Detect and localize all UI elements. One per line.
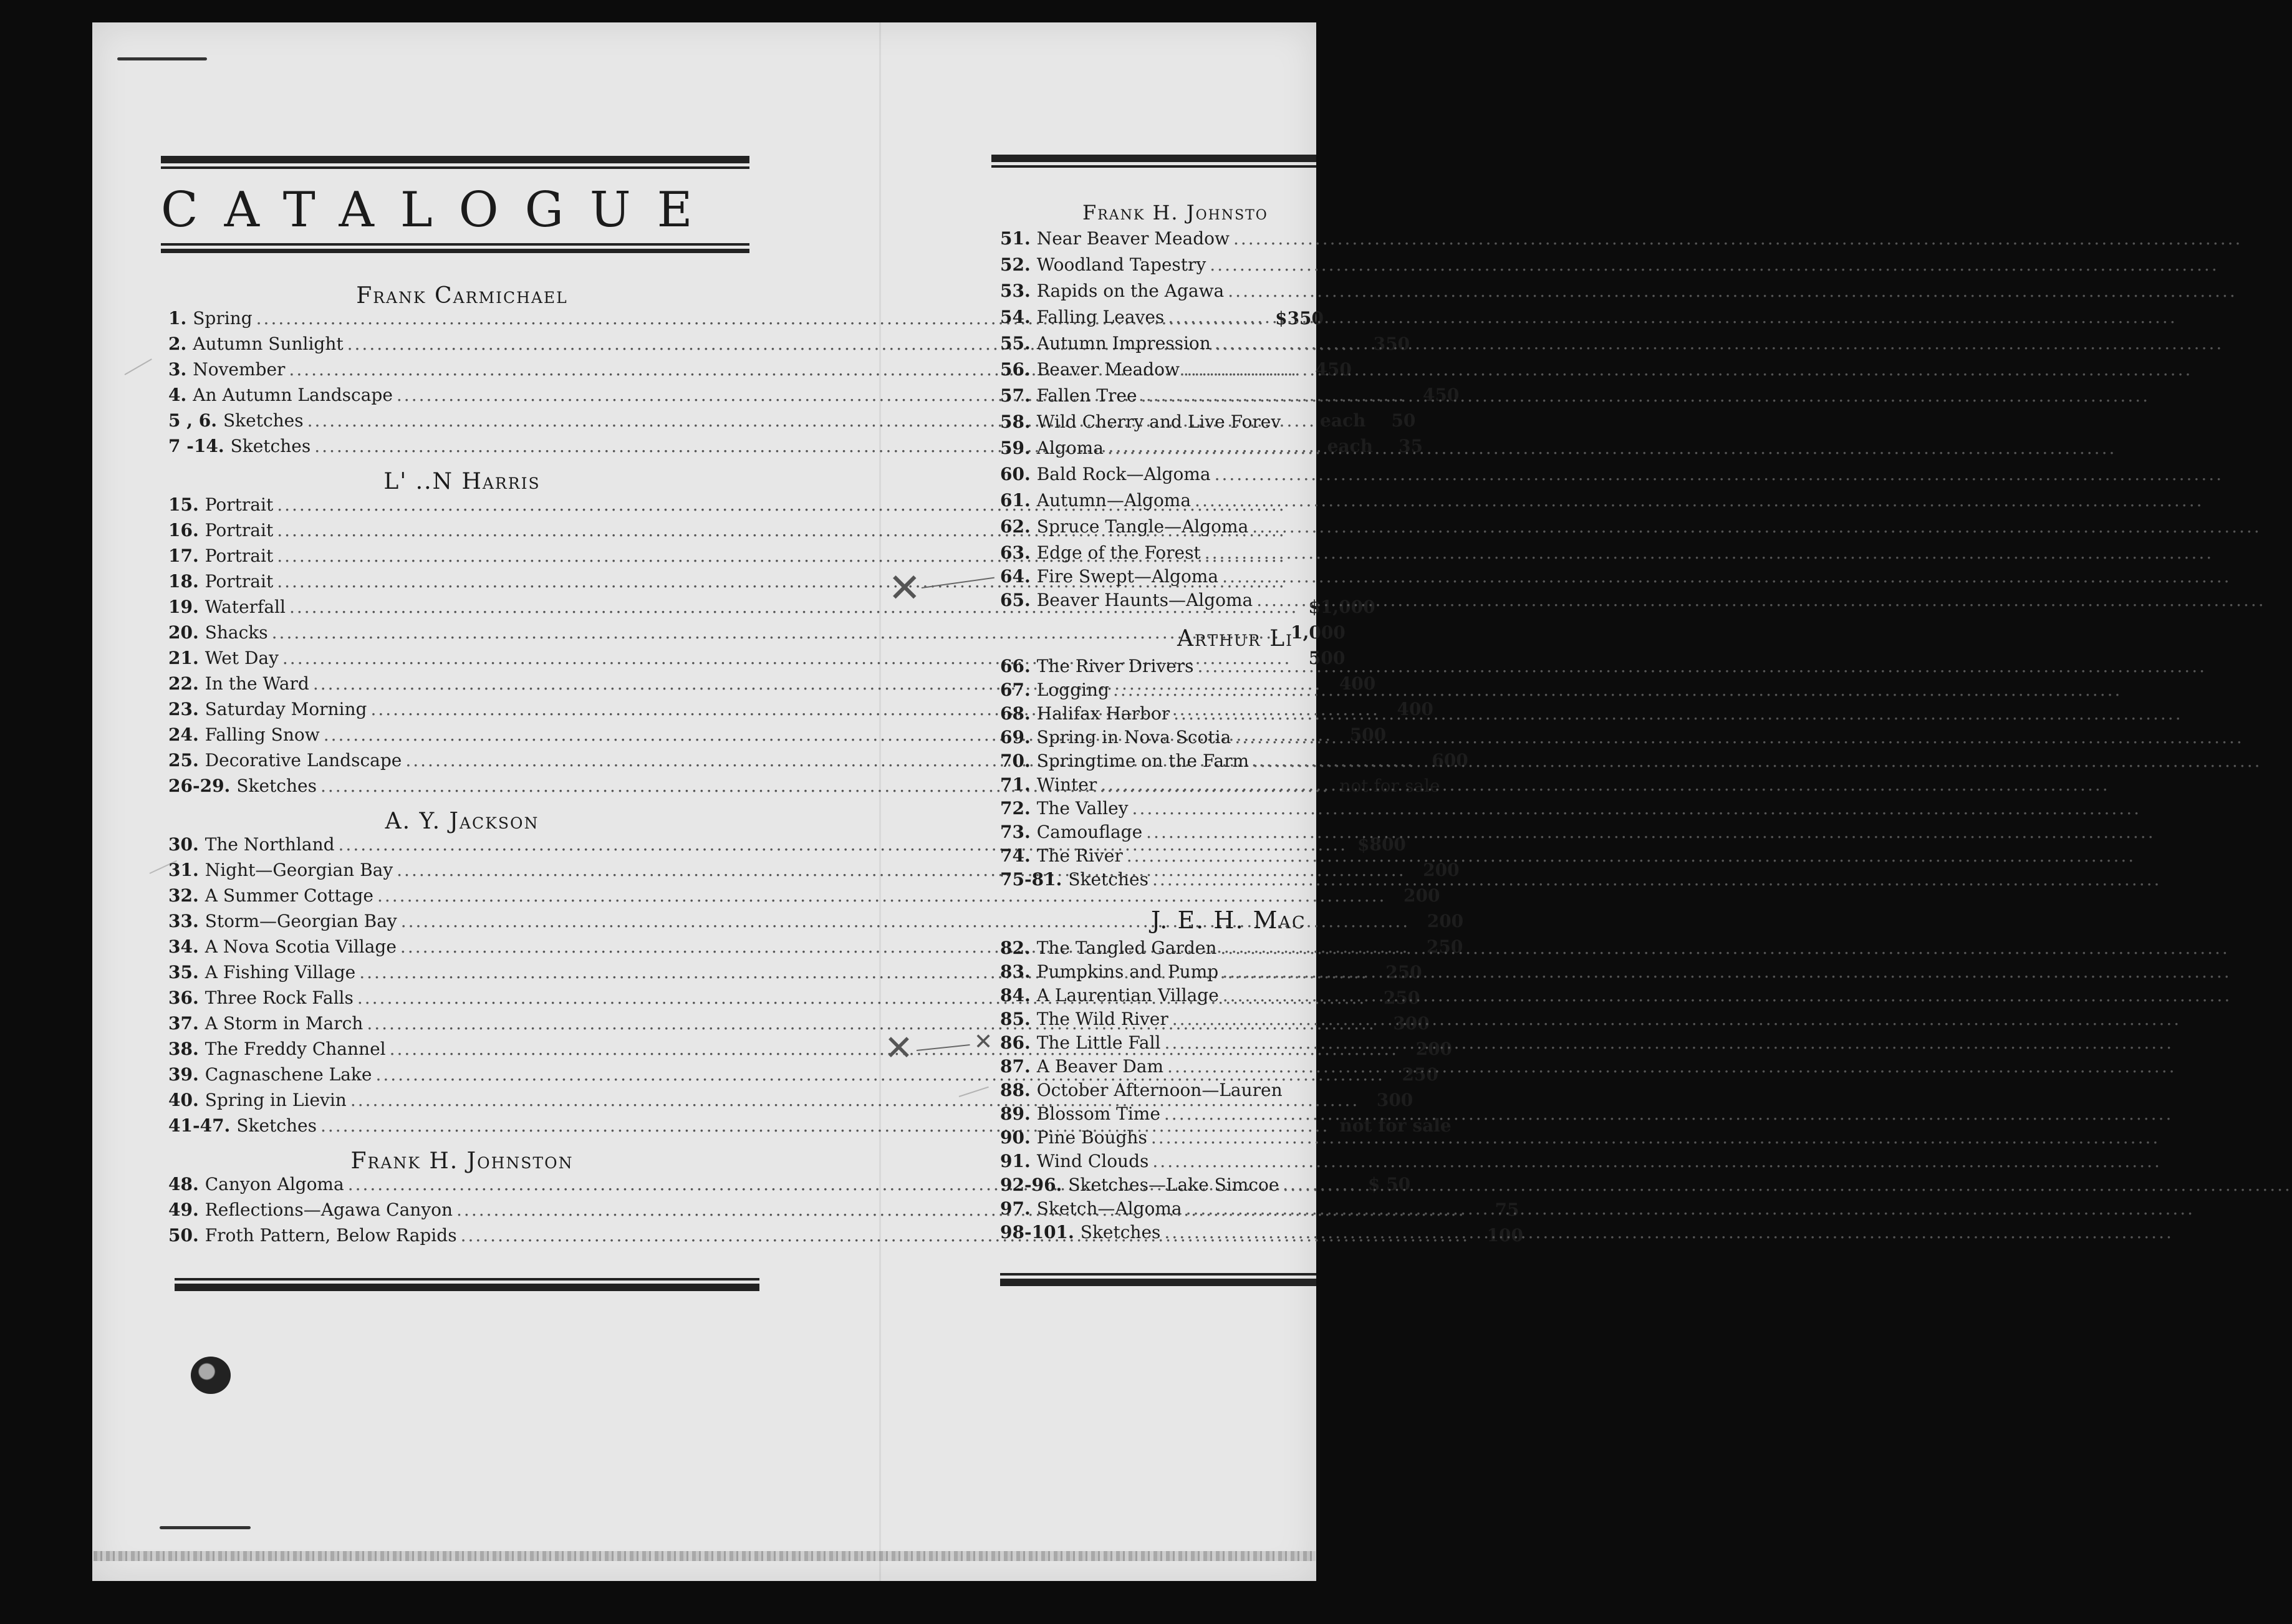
catalogue-entry: [1000, 566, 1324, 591]
entry-number: 16.: [168, 520, 199, 541]
entry-number: 55.: [1000, 333, 1031, 353]
entry-number: 3.: [168, 359, 187, 380]
pencil-x-mark: ✕: [974, 1029, 993, 1055]
entry-title: Spring in Lievin: [205, 1090, 347, 1110]
catalogue-entry: [1000, 1103, 1324, 1128]
left-footer-rule: [175, 1278, 759, 1291]
entry-price: $800: [1357, 834, 1406, 855]
entry-title: The Little Fall: [1036, 1032, 1161, 1053]
entry-price: 250: [1385, 962, 1422, 983]
entry-title: A Storm in March: [205, 1013, 364, 1034]
catalogue-entry: [1000, 985, 1324, 1010]
entry-number: 4.: [168, 385, 187, 405]
entry-title: Shacks: [205, 622, 268, 643]
entry-number: 17.: [168, 545, 199, 566]
catalogue-entry: [1000, 411, 1324, 436]
right-footer-rule: [1000, 1273, 1316, 1286]
catalogue-entry: [1000, 751, 1324, 776]
entry-title: Night—Georgian Bay: [205, 860, 393, 880]
entry-price: not for sale: [1339, 776, 1440, 796]
catalogue-entry: [168, 494, 756, 519]
corner-mark-bottom: [160, 1526, 251, 1529]
entry-number: 49.: [168, 1199, 199, 1220]
entry-number: 19.: [168, 597, 199, 617]
artist-heading: Arthur Li: [1177, 626, 1293, 651]
catalogue-entry: [1000, 727, 1324, 752]
entry-title: Canyon Algoma: [205, 1174, 344, 1194]
entry-title: A Fishing Village: [205, 962, 356, 983]
entry-title: Spring: [193, 308, 253, 329]
entry-title: The River Drivers: [1036, 656, 1194, 676]
entry-price: $1,000: [1308, 597, 1375, 617]
entry-title: In the Ward: [205, 673, 309, 694]
catalogue-title: CATALOGUE: [161, 182, 719, 238]
entry-number: 35.: [168, 962, 199, 983]
entry-price: 400: [1339, 673, 1376, 694]
entry-title: Camouflage: [1036, 822, 1143, 842]
entry-title: Saturday Morning: [205, 699, 367, 719]
entry-number: 75-81.: [1000, 869, 1062, 890]
entry-number: 31.: [168, 860, 199, 880]
entry-price: 350: [1373, 334, 1410, 354]
catalogue-entry: [1000, 845, 1324, 870]
entry-title: October Afternoon—Lauren: [1036, 1080, 1283, 1100]
entry-title: A Summer Cottage: [205, 885, 373, 906]
entry-number: 86.: [1000, 1032, 1031, 1053]
entry-number: 61.: [1000, 490, 1031, 511]
entry-number: 59.: [1000, 438, 1031, 458]
catalogue-entry: [1000, 1032, 1324, 1057]
entry-number: 62.: [1000, 516, 1031, 537]
catalogue-entry: [1000, 228, 1324, 253]
page-bottom-edge: [94, 1551, 1316, 1561]
entry-number: 66.: [1000, 656, 1031, 676]
entry-number: 90.: [1000, 1127, 1031, 1148]
pencil-x-mark: ✕: [888, 565, 922, 612]
entry-title: The Valley: [1036, 798, 1129, 819]
entry-number: 53.: [1000, 281, 1031, 301]
entry-title: Wet Day: [205, 648, 279, 668]
entry-number: 57.: [1000, 385, 1031, 406]
entry-number: 63.: [1000, 542, 1031, 563]
artist-heading: Frank H. Johnsto: [1082, 201, 1268, 224]
catalogue-entry: [1000, 938, 1324, 963]
catalogue-entry: [1000, 1009, 1324, 1034]
entry-price: 250: [1402, 1064, 1438, 1085]
entry-title: Waterfall: [205, 597, 286, 617]
entry-note: each: [1320, 410, 1366, 431]
entry-title: Logging: [1036, 680, 1109, 700]
catalogue-entry: [1000, 359, 1324, 384]
artist-heading: A. Y. Jackson: [385, 809, 539, 834]
catalogue-entry: [1000, 656, 1324, 681]
catalogue-entry: [1000, 438, 1324, 463]
entry-price: 600: [1432, 750, 1468, 771]
entry-number: 74.: [1000, 845, 1031, 866]
entry-title: Portrait: [205, 520, 274, 541]
catalogue-entry: [168, 885, 1440, 910]
entry-title: Springtime on the Farm: [1036, 751, 1250, 771]
entry-title: Blossom Time: [1036, 1103, 1160, 1124]
entry-title: Spruce Tangle—Algoma: [1036, 516, 1249, 537]
catalogue-entry: [1000, 333, 1324, 358]
entry-title: The River: [1036, 845, 1123, 866]
entry-title: The Northland: [205, 834, 335, 855]
entry-price: 250: [1426, 936, 1463, 957]
entry-number: 32.: [168, 885, 199, 906]
corner-mark-top: [117, 57, 207, 60]
entry-title: Sketches: [236, 1115, 317, 1136]
entry-number: 23.: [168, 699, 199, 719]
catalogue-entry: [1000, 464, 1324, 489]
entry-price: 200: [1423, 860, 1460, 880]
entry-title: Froth Pattern, Below Rapids: [205, 1225, 457, 1246]
entry-number: 65.: [1000, 590, 1031, 610]
catalogue-entry: [1000, 307, 1324, 332]
entry-number: 69.: [1000, 727, 1031, 747]
entry-number: 2.: [168, 334, 187, 354]
entry-number: 38.: [168, 1039, 199, 1059]
entry-number: 7 -14.: [168, 436, 224, 456]
entry-title: Sketches: [1080, 1222, 1161, 1242]
catalogue-entry: [1000, 798, 1324, 823]
entry-title: Near Beaver Meadow: [1036, 228, 1230, 249]
pencil-x-mark: ✕: [884, 1028, 913, 1069]
entry-title: Pine Boughs: [1036, 1127, 1147, 1148]
entry-number: 15.: [168, 494, 199, 515]
entry-price: 1,000: [1291, 622, 1346, 643]
entry-number: 41-47.: [168, 1115, 231, 1136]
entry-price: 75: [1495, 1199, 1519, 1220]
catalogue-entry: [168, 520, 756, 545]
entry-title: Fire Swept—Algoma: [1036, 566, 1219, 587]
entry-price: 200: [1403, 885, 1440, 906]
entry-price: 50: [1391, 410, 1416, 431]
catalogue-entry: [168, 545, 756, 570]
artist-heading: Frank Carmichael: [356, 283, 568, 309]
entry-number: 71.: [1000, 774, 1031, 795]
entry-price: 35: [1399, 436, 1423, 456]
entry-title: The Wild River: [1036, 1009, 1168, 1029]
entry-title: Autumn Sunlight: [193, 334, 344, 354]
catalogue-entry: [1000, 680, 1324, 704]
entry-price: $350: [1275, 308, 1324, 329]
entry-note: each: [1327, 436, 1374, 456]
page-fold: [879, 22, 881, 1581]
catalogue-entry: [1000, 822, 1324, 847]
entry-number: 56.: [1000, 359, 1031, 380]
entry-price: $ 50: [1367, 1174, 1411, 1194]
entry-title: An Autumn Landscape: [193, 385, 393, 405]
catalogue-entry: [1000, 1080, 1324, 1105]
entry-price: 300: [1393, 1013, 1430, 1034]
entry-title: Storm—Georgian Bay: [205, 911, 397, 931]
entry-price: 500: [1349, 724, 1387, 745]
entry-title: Spring in Nova Scotia: [1036, 727, 1231, 747]
entry-number: 64.: [1000, 566, 1031, 587]
entry-title: Rapids on the Agawa: [1036, 281, 1225, 301]
entry-title: Sketches: [1068, 869, 1148, 890]
entry-number: 89.: [1000, 1103, 1031, 1124]
entry-number: 70.: [1000, 751, 1031, 771]
entry-number: 40.: [168, 1090, 199, 1110]
catalogue-entry: [1000, 385, 1324, 410]
entry-price: 500: [1308, 648, 1346, 668]
entry-number: 22.: [168, 673, 199, 694]
entry-title: Wild Cherry and Live Forev: [1036, 411, 1281, 432]
entry-number: 30.: [168, 834, 199, 855]
entry-number: 87.: [1000, 1056, 1031, 1077]
entry-title: Sketches—Lake Simcoe: [1068, 1175, 1279, 1195]
catalogue-entry: [1000, 1056, 1324, 1081]
entry-title: The Freddy Channel: [205, 1039, 386, 1059]
entry-number: 36.: [168, 987, 199, 1008]
entry-number: 88.: [1000, 1080, 1031, 1100]
catalogue-entry: [1000, 869, 1324, 894]
entry-number: 33.: [168, 911, 199, 931]
catalogue-entry: [1000, 490, 1324, 515]
entry-number: 82.: [1000, 938, 1031, 958]
entry-price: 450: [1315, 359, 1352, 380]
entry-title: Sketches: [230, 436, 311, 456]
right-header-rule: [991, 155, 1316, 168]
entry-title: Halifax Harbor: [1036, 703, 1170, 724]
catalogue-entry: [1000, 281, 1324, 305]
entry-title: Bald Rock—Algoma: [1036, 464, 1211, 484]
entry-number: 58.: [1000, 411, 1031, 432]
catalogue-entry: [1000, 542, 1324, 567]
entry-title: Portrait: [205, 545, 274, 566]
entry-title: Autumn—Algoma: [1036, 490, 1192, 511]
catalogue-entry: [1000, 590, 1324, 615]
entry-number: 72.: [1000, 798, 1031, 819]
entry-title: Autumn Impression: [1036, 333, 1211, 353]
entry-title: Falling Snow: [205, 724, 320, 745]
entry-number: 83.: [1000, 961, 1031, 982]
entry-number: 1.: [168, 308, 187, 329]
entry-title: Woodland Tapestry: [1036, 254, 1206, 275]
catalogue-entry: [168, 571, 756, 596]
entry-title: Portrait: [205, 494, 274, 515]
catalogue-entry: [1000, 1198, 1324, 1223]
entry-title: The Tangled Garden: [1036, 938, 1217, 958]
entry-title: Cagnaschene Lake: [205, 1064, 372, 1085]
entry-price: 200: [1415, 1039, 1453, 1059]
catalogue-entry: [1000, 1222, 1324, 1247]
entry-number: 5 , 6.: [168, 410, 217, 431]
entry-number: 26-29.: [168, 776, 231, 796]
entry-title: Three Rock Falls: [205, 987, 354, 1008]
entry-number: 48.: [168, 1174, 199, 1194]
entry-title: Sketch—Algoma: [1036, 1198, 1182, 1219]
entry-number: 21.: [168, 648, 199, 668]
entry-number: 25.: [168, 750, 199, 771]
entry-number: 97.: [1000, 1198, 1031, 1219]
entry-title: Sketches: [223, 410, 304, 431]
catalogue-entry: [1000, 1127, 1324, 1152]
catalogue-entry: [1000, 774, 1324, 799]
catalogue-entry: [1000, 1151, 1324, 1176]
entry-number: 68.: [1000, 703, 1031, 724]
entry-title: Fallen Tree: [1036, 385, 1137, 406]
entry-number: 54.: [1000, 307, 1031, 327]
title-top-rule: [161, 156, 749, 169]
catalogue-entry: [1000, 254, 1324, 279]
entry-title: Reflections—Agawa Canyon: [205, 1199, 453, 1220]
artist-heading: L' ..N Harris: [383, 469, 541, 494]
entry-number: 20.: [168, 622, 199, 643]
entry-title: Pumpkins and Pump: [1036, 961, 1219, 982]
entry-title: Falling Leaves: [1036, 307, 1165, 327]
entry-price: 250: [1383, 987, 1420, 1008]
entry-title: A Beaver Dam: [1036, 1056, 1164, 1077]
entry-price: 100: [1486, 1225, 1524, 1246]
entry-number: 60.: [1000, 464, 1031, 484]
entry-title: Sketches: [236, 776, 317, 796]
entry-price: 450: [1422, 385, 1460, 405]
entry-price: not for sale: [1339, 1115, 1452, 1136]
entry-number: 98-101.: [1000, 1222, 1074, 1242]
entry-number: 91.: [1000, 1151, 1031, 1171]
entry-number: 92-96.: [1000, 1175, 1062, 1195]
entry-number: 50.: [168, 1225, 199, 1246]
catalogue-entry: [1000, 703, 1324, 728]
entry-number: 18.: [168, 571, 199, 592]
entry-title: Winter: [1036, 774, 1097, 795]
entry-title: A Nova Scotia Village: [205, 936, 397, 957]
entry-number: 51.: [1000, 228, 1031, 249]
entry-title: A Laurentian Village: [1036, 985, 1219, 1006]
entry-number: 37.: [168, 1013, 199, 1034]
entry-title: Beaver Meadow: [1036, 359, 1180, 380]
entry-price: 200: [1427, 911, 1464, 931]
entry-number: 84.: [1000, 985, 1031, 1006]
entry-number: 85.: [1000, 1009, 1031, 1029]
entry-price: 400: [1397, 699, 1433, 719]
entry-price: 300: [1376, 1090, 1413, 1110]
entry-title: Portrait: [205, 571, 274, 592]
catalogue-entry: [1000, 961, 1324, 986]
entry-title: Beaver Haunts—Algoma: [1036, 590, 1253, 610]
entry-number: 34.: [168, 936, 199, 957]
ink-stamp-icon: [191, 1357, 231, 1394]
entry-number: 39.: [168, 1064, 199, 1085]
catalogue-entry: [1000, 516, 1324, 541]
entry-title: Algoma: [1036, 438, 1104, 458]
entry-title: Wind Clouds: [1036, 1151, 1149, 1171]
entry-number: 67.: [1000, 680, 1031, 700]
entry-title: November: [193, 359, 286, 380]
entry-title: Decorative Landscape: [205, 750, 402, 771]
entry-title: Edge of the Forest: [1036, 542, 1201, 563]
entry-number: 52.: [1000, 254, 1031, 275]
entry-number: 24.: [168, 724, 199, 745]
title-bottom-rule: [161, 243, 749, 253]
artist-heading: Frank H. Johnston: [350, 1148, 574, 1174]
catalogue-entry: [1000, 1175, 1324, 1199]
artist-heading: J. E. H. Mac: [1151, 906, 1306, 934]
entry-number: 73.: [1000, 822, 1031, 842]
